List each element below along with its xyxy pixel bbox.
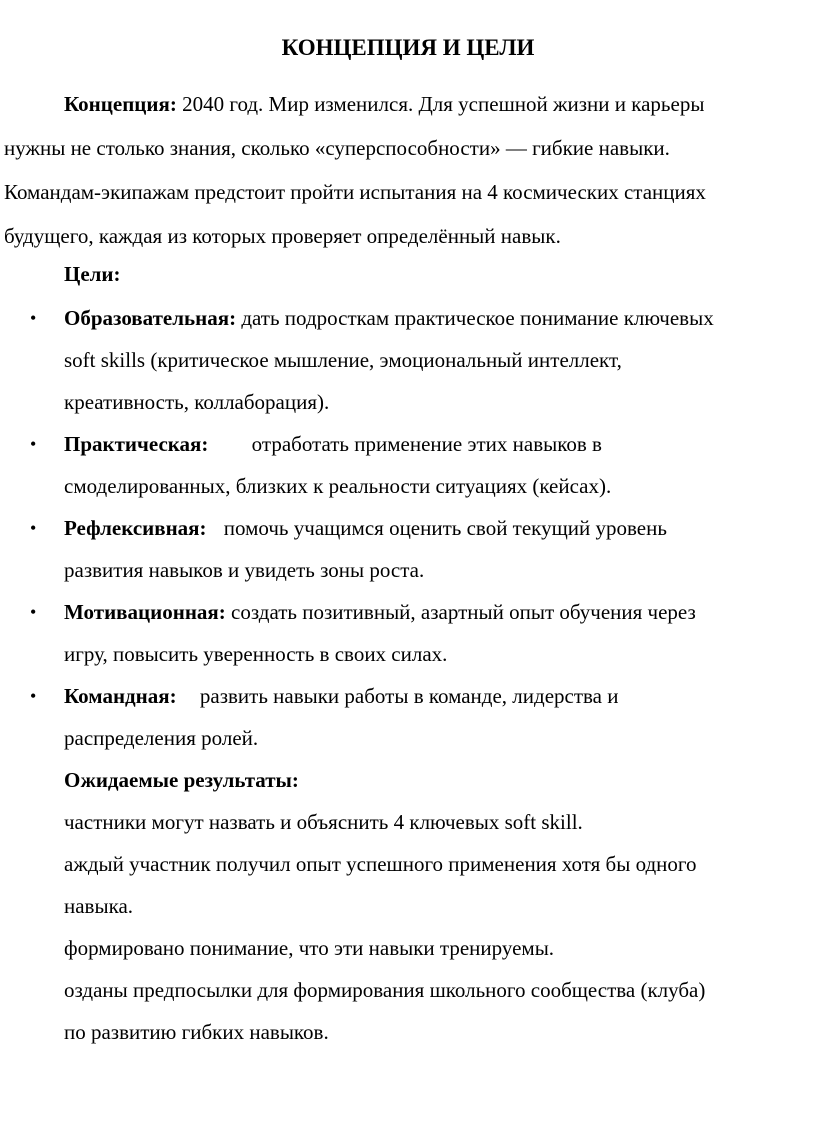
goal-2-label: Практическая: — [64, 432, 209, 456]
goal-1-line-2: soft skills (критическое мышление, эмоциональный интеллект, — [64, 348, 622, 372]
goal-1-line-3: креативность, коллаборация). — [64, 390, 330, 414]
goal-3-line-1 — [64, 516, 667, 540]
goal-3-text-1: помочь учащимся оценить свой текущий уровень — [223, 516, 667, 540]
concept-line-4: будущего, каждая из которых проверяет определённый навык. — [4, 224, 561, 248]
result-line-5: озданы предпосылки для формирования школьного сообщества (клуба) — [64, 978, 706, 1002]
concept-line-3: Командам-экипажам предстоит пройти испытания на 4 космических станциях — [4, 180, 706, 204]
goal-3-line-2: развития навыков и увидеть зоны роста. — [64, 558, 425, 582]
result-line-1: частники могут назвать и объяснить 4 ключевых soft skill. — [64, 810, 583, 834]
concept-line-2: нужны не столько знания, сколько «суперспособности» — гибкие навыки. — [4, 136, 670, 160]
bullet-icon: • — [30, 518, 37, 538]
goal-1-label: Образовательная: — [64, 306, 237, 330]
results-heading-text: Ожидаемые результаты: — [64, 768, 299, 792]
goal-3-label: Рефлексивная: — [64, 516, 207, 540]
goals-heading — [64, 262, 121, 286]
concept-line-1 — [64, 92, 704, 116]
goal-5-text-1: развить навыки работы в команде, лидерства и — [199, 684, 619, 708]
result-line-6: по развитию гибких навыков. — [64, 1020, 329, 1044]
goal-2-text-1: отработать применение этих навыков в — [251, 432, 602, 456]
result-line-3: навыка. — [64, 894, 134, 918]
goal-1-line-1 — [64, 306, 714, 330]
page-title: КОНЦЕПЦИЯ И ЦЕЛИ — [281, 35, 535, 60]
bullet-icon: • — [30, 308, 37, 328]
result-line-2: аждый участник получил опыт успешного применения хотя бы одного — [64, 852, 697, 876]
results-heading — [64, 768, 299, 792]
goal-5-label: Командная: — [64, 684, 177, 708]
bullet-icon: • — [30, 602, 37, 622]
goal-4-line-1 — [64, 600, 696, 624]
goal-5-line-2: распределения ролей. — [64, 726, 259, 750]
goals-heading-text: Цели: — [64, 262, 121, 286]
concept-text-1: 2040 год. Мир изменился. Для успешной жизни и карьеры — [182, 92, 705, 116]
goal-4-text-1: создать позитивный, азартный опыт обучения через — [231, 600, 696, 624]
bullet-icon: • — [30, 434, 37, 454]
goal-5-line-1 — [64, 684, 618, 708]
goal-2-line-1 — [64, 432, 602, 456]
goal-1-text-1: дать подросткам практическое понимание ключевых — [241, 306, 714, 330]
goal-2-line-2: смоделированных, близких к реальности ситуациях (кейсах). — [64, 474, 612, 498]
bullet-icon: • — [30, 686, 37, 706]
concept-label: Концепция: — [64, 92, 177, 116]
goal-4-line-2: игру, повысить уверенность в своих силах. — [64, 642, 448, 666]
goal-4-label: Мотивационная: — [64, 600, 226, 624]
result-line-4: формировано понимание, что эти навыки тренируемы. — [64, 936, 555, 960]
